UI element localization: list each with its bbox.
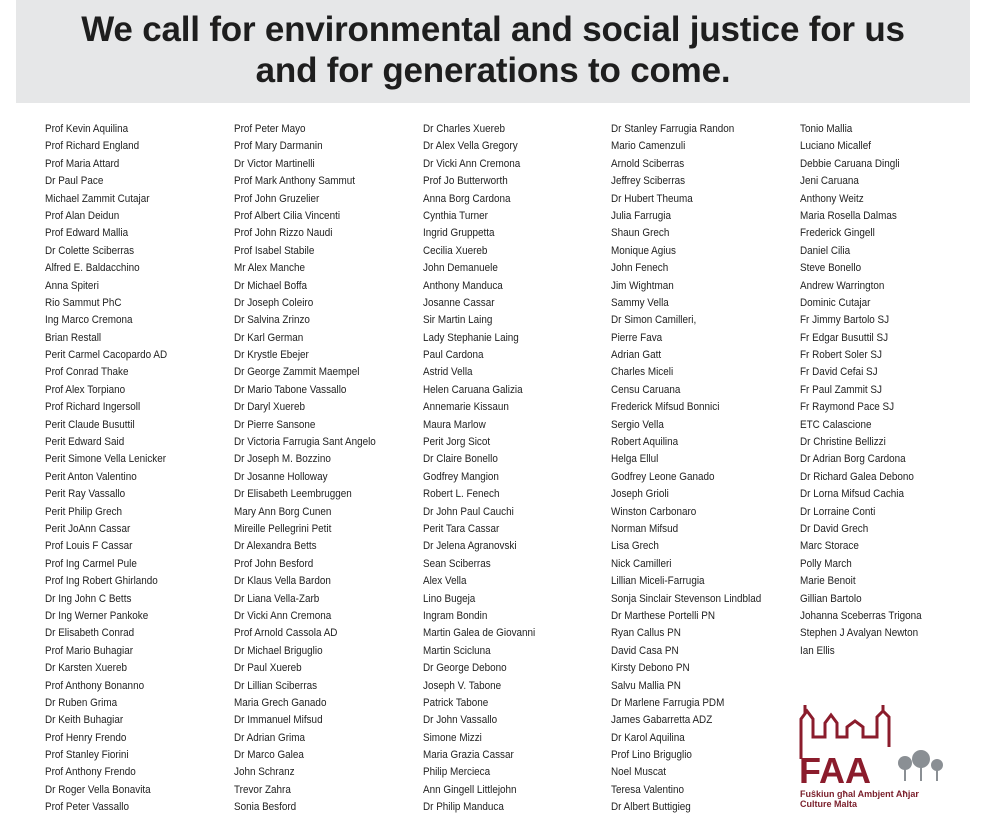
- signatory-name: Ingrid Gruppetta: [423, 227, 495, 240]
- signatory-name: Maria Rosella Dalmas: [800, 209, 897, 222]
- signatory-name: Prof Maria Attard: [45, 157, 120, 170]
- signatory-name: Noel Muscat: [611, 766, 667, 779]
- signatory-name: Perit Carmel Cacopardo AD: [45, 349, 168, 362]
- signatory-name: Frederick Mifsud Bonnici: [611, 401, 720, 414]
- signatory-name: Lino Bugeja: [423, 592, 476, 605]
- signatory-name: Dr Hubert Theuma: [611, 192, 693, 205]
- signatory-name: Dr Elisabeth Conrad: [45, 627, 135, 640]
- signatory-name: Prof Jo Butterworth: [423, 175, 508, 188]
- signatory-name: Fr Edgar Busuttil SJ: [800, 331, 889, 344]
- signatory-name: Mary Ann Borg Cunen: [234, 505, 332, 518]
- signatory-column-1: [45, 121, 181, 817]
- signatory-name: Anthony Weitz: [800, 192, 864, 205]
- signatory-name: Perit Anton Valentino: [45, 470, 137, 483]
- signatory-name: Jeni Caruana: [800, 175, 859, 188]
- signatory-name: Perit Philip Grech: [45, 505, 123, 518]
- signatory-name: Dr Joseph M. Bozzino: [234, 453, 331, 466]
- signatory-name: Dr Ing John C Betts: [45, 592, 132, 605]
- signatory-name: Dr Lorna Mifsud Cachia: [800, 488, 905, 501]
- signatory-name: Dominic Cutajar: [800, 296, 871, 309]
- signatory-name: Philip Mercieca: [423, 766, 491, 779]
- signatory-name: Prof Peter Vassallo: [45, 801, 130, 814]
- signatory-name: Dr Christine Bellizzi: [800, 436, 886, 449]
- signatory-name: Johanna Sceberras Trigona: [800, 609, 922, 622]
- signatory-name: Norman Mifsud: [611, 522, 679, 535]
- signatory-name: Martin Scicluna: [423, 644, 491, 657]
- headline-line-2: and for generations to come.: [255, 51, 731, 90]
- signatory-name: Lisa Grech: [611, 540, 659, 553]
- signatory-name: John Schranz: [234, 766, 295, 779]
- signatory-name: ETC Calascione: [800, 418, 872, 431]
- signatory-name: Monique Agius: [611, 244, 676, 257]
- signatory-name: Alex Vella: [423, 575, 467, 588]
- signatory-name: Michael Zammit Cutajar: [45, 192, 150, 205]
- signatory-name: Mr Alex Manche: [234, 262, 305, 275]
- signatory-name: Perit Ray Vassallo: [45, 488, 126, 501]
- signatory-name: Dr Karol Aquilina: [611, 731, 685, 744]
- signatory-name: Helen Caruana Galizia: [423, 383, 523, 396]
- signatory-name: Pierre Fava: [611, 331, 663, 344]
- signatory-name: Marie Benoit: [800, 575, 856, 588]
- signatory-name: Perit Tara Cassar: [423, 522, 500, 535]
- signatory-name: Ingram Bondin: [423, 609, 488, 622]
- signatory-name: Prof Peter Mayo: [234, 123, 306, 135]
- signatory-name: Dr Karl German: [234, 331, 304, 344]
- signatory-name: Dr Pierre Sansone: [234, 418, 316, 431]
- signatory-name: Ian Ellis: [800, 644, 835, 657]
- signatory-name: Ann Gingell Littlejohn: [423, 783, 517, 796]
- signatory-name: Prof Anthony Frendo: [45, 766, 136, 779]
- signatory-name: Joseph V. Tabone: [423, 679, 502, 692]
- signatory-name: Sean Sciberras: [423, 557, 491, 570]
- headline: [16, 9, 970, 91]
- signatory-name: Prof Mark Anthony Sammut: [234, 175, 356, 188]
- signatory-name: Helga Ellul: [611, 453, 659, 466]
- signatory-name: Dr Richard Galea Debono: [800, 470, 914, 483]
- signatory-name: Dr Charles Xuereb: [423, 123, 505, 135]
- signatory-name: Paul Cardona: [423, 349, 484, 362]
- signatory-name: Dr Josanne Holloway: [234, 470, 328, 483]
- signatory-name: Astrid Vella: [423, 366, 473, 379]
- signatory-name: Dr Mario Tabone Vassallo: [234, 383, 347, 396]
- signatory-name: Robert L. Fenech: [423, 488, 500, 501]
- signatory-name: Ryan Callus PN: [611, 627, 681, 640]
- signatory-name: Dr Philip Manduca: [423, 801, 504, 814]
- signatory-name: Frederick Gingell: [800, 227, 875, 240]
- signatory-name: Josanne Cassar: [423, 296, 495, 309]
- signatory-name: John Demanuele: [423, 262, 498, 275]
- signatory-name: David Casa PN: [611, 644, 679, 657]
- signatory-name: Dr Liana Vella-Zarb: [234, 592, 320, 605]
- signatory-name: Prof Henry Frendo: [45, 731, 127, 744]
- signatory-name: Dr Elisabeth Leembruggen: [234, 488, 352, 501]
- signatory-name: Nick Camilleri: [611, 557, 672, 570]
- signatory-name: Steve Bonello: [800, 262, 862, 275]
- signatory-name: Fr Jimmy Bartolo SJ: [800, 314, 890, 327]
- signatory-name: Ing Marco Cremona: [45, 314, 133, 327]
- signatory-name: Dr John Vassallo: [423, 714, 498, 727]
- signatory-name: Maria Grazia Cassar: [423, 749, 514, 762]
- signatory-name: Prof Louis F Cassar: [45, 540, 133, 553]
- signatory-name: Prof Ing Robert Ghirlando: [45, 575, 158, 588]
- signatory-name: Dr Keith Buhagiar: [45, 714, 124, 727]
- signatory-name: Alfred E. Baldacchino: [45, 262, 140, 275]
- signatory-name: Mario Camenzuli: [611, 140, 686, 153]
- signatory-name: Prof Stanley Fiorini: [45, 749, 129, 762]
- signatory-name: Andrew Warrington: [800, 279, 885, 292]
- signatory-name: Martin Galea de Giovanni: [423, 627, 536, 640]
- signatory-name: Dr Victoria Farrugia Sant Angelo: [234, 436, 376, 449]
- signatory-name: Dr Vicki Ann Cremona: [423, 157, 521, 170]
- signatory-name: Prof Richard Ingersoll: [45, 401, 141, 414]
- signatory-name: Sonja Sinclair Stevenson Lindblad: [611, 592, 762, 605]
- signatory-name: Dr Colette Sciberras: [45, 244, 135, 257]
- signatory-name: Marc Storace: [800, 540, 859, 553]
- signatory-name: Dr Roger Vella Bonavita: [45, 783, 151, 796]
- signatory-name: Polly March: [800, 557, 852, 570]
- signatory-name: Prof Kevin Aquilina: [45, 123, 129, 135]
- signatory-name: Shaun Grech: [611, 227, 670, 240]
- signatory-name: Prof Edward Mallia: [45, 227, 129, 240]
- signatory-name: Dr Michael Boffa: [234, 279, 307, 292]
- signatory-name: Arnold Sciberras: [611, 157, 685, 170]
- headline-line-1: We call for environmental and social justice for us: [81, 10, 905, 49]
- signatory-name: Lady Stephanie Laing: [423, 331, 519, 344]
- signatory-column-5: [800, 121, 935, 660]
- signatory-name: Dr Stanley Farrugia Randon: [611, 123, 735, 135]
- signatory-name: Salvu Mallia PN: [611, 679, 681, 692]
- signatory-name: Dr Paul Xuereb: [234, 662, 302, 675]
- signatory-name: Dr Paul Pace: [45, 175, 104, 188]
- signatory-name: Dr Daryl Xuereb: [234, 401, 305, 414]
- signatory-name: Sonia Besford: [234, 801, 297, 814]
- signatory-name: Dr Lillian Sciberras: [234, 679, 318, 692]
- signatory-name: Dr Vicki Ann Cremona: [234, 609, 332, 622]
- signatory-name: Tonio Mallia: [800, 123, 853, 135]
- signatory-name: Dr Alexandra Betts: [234, 540, 317, 553]
- trees-icon: [898, 750, 943, 781]
- signatory-name: Dr John Paul Cauchi: [423, 505, 514, 518]
- signatory-name: Fr Paul Zammit SJ: [800, 383, 882, 396]
- signatory-name: Jim Wightman: [611, 279, 674, 292]
- signatory-name: Mireille Pellegrini Petit: [234, 522, 332, 535]
- signatory-name: Winston Carbonaro: [611, 505, 697, 518]
- signatory-name: Prof John Besford: [234, 557, 314, 570]
- signatory-name: Prof Conrad Thake: [45, 366, 129, 379]
- signatory-name: Dr Marthese Portelli PN: [611, 609, 715, 622]
- signatory-name: Dr George Zammit Maempel: [234, 366, 360, 379]
- signatory-name: Perit Jorg Sicot: [423, 436, 491, 449]
- signatory-name: Annemarie Kissaun: [423, 401, 509, 414]
- signatory-name: Prof Albert Cilia Vincenti: [234, 209, 341, 222]
- signatory-name: Robert Aquilina: [611, 436, 679, 449]
- signatory-name: Perit Claude Busuttil: [45, 418, 135, 431]
- signatory-name: Perit Edward Said: [45, 436, 125, 449]
- signatory-name: Simone Mizzi: [423, 731, 482, 744]
- signatory-name: Dr Marco Galea: [234, 749, 304, 762]
- signatory-name: Dr Claire Bonello: [423, 453, 498, 466]
- signatory-name: Dr Ing Werner Pankoke: [45, 609, 149, 622]
- signatory-name: Prof Lino Briguglio: [611, 749, 692, 762]
- signatory-name: Prof Mary Darmanin: [234, 140, 323, 153]
- signatory-name: Dr Krystle Ebejer: [234, 349, 309, 362]
- signatory-name: Perit JoAnn Cassar: [45, 522, 131, 535]
- signatory-name: Anna Spiteri: [45, 279, 99, 292]
- signatory-name: Prof Isabel Stabile: [234, 244, 315, 257]
- signatory-name: Joseph Grioli: [611, 488, 669, 501]
- signatory-name: Fr Raymond Pace SJ: [800, 401, 895, 414]
- signatory-name: Godfrey Mangion: [423, 470, 499, 483]
- signatory-name: Dr Albert Buttigieg: [611, 801, 691, 814]
- signatory-name: Dr David Grech: [800, 522, 869, 535]
- signatory-name: Dr Jelena Agranovski: [423, 540, 517, 553]
- signatory-name: Kirsty Debono PN: [611, 662, 690, 675]
- signatory-name: Censu Caruana: [611, 383, 681, 396]
- signatory-name: Prof John Rizzo Naudi: [234, 227, 333, 240]
- logo-caption: [800, 789, 919, 809]
- signatory-name: Gillian Bartolo: [800, 592, 862, 605]
- signatory-name: Dr Marlene Farrugia PDM: [611, 696, 725, 709]
- signatory-name: Dr Adrian Grima: [234, 731, 305, 744]
- signatory-name: Trevor Zahra: [234, 783, 291, 796]
- signatory-name: Prof Alex Torpiano: [45, 383, 126, 396]
- signatory-name: Godfrey Leone Ganado: [611, 470, 715, 483]
- signatory-name: Dr Adrian Borg Cardona: [800, 453, 906, 466]
- logo-caption-line-1: Fuŝkiun għal Ambjent Aħjar: [800, 789, 919, 799]
- signatory-name: Jeffrey Sciberras: [611, 175, 686, 188]
- signatory-name: Dr Salvina Zrinzo: [234, 314, 310, 327]
- signatory-name: Prof Anthony Bonanno: [45, 679, 145, 692]
- signatory-name: Cynthia Turner: [423, 209, 488, 222]
- signatory-name: Charles Miceli: [611, 366, 674, 379]
- signatory-name: Dr Klaus Vella Bardon: [234, 575, 331, 588]
- signatory-name: Daniel Cilia: [800, 244, 851, 257]
- signatory-column-2: [234, 121, 392, 817]
- signatory-name: Prof John Gruzelier: [234, 192, 320, 205]
- signatory-name: Dr Immanuel Mifsud: [234, 714, 323, 727]
- signatory-name: Dr Michael Briguglio: [234, 644, 323, 657]
- signatory-name: Patrick Tabone: [423, 696, 489, 709]
- signatory-name: Cecilia Xuereb: [423, 244, 488, 257]
- signatory-name: Rio Sammut PhC: [45, 296, 122, 309]
- signatory-name: Adrian Gatt: [611, 349, 662, 362]
- signatory-column-3: [423, 121, 548, 817]
- signatory-name: Dr Simon Camilleri,: [611, 314, 697, 327]
- signatory-name: Prof Ing Carmel Pule: [45, 557, 137, 570]
- signatory-name: Dr George Debono: [423, 662, 507, 675]
- signatory-name: Perit Simone Vella Lenicker: [45, 453, 167, 466]
- signatory-name: Dr Joseph Coleiro: [234, 296, 314, 309]
- signatory-name: John Fenech: [611, 262, 669, 275]
- signatory-name: Stephen J Avalyan Newton: [800, 627, 919, 640]
- signatory-name: Sir Martin Laing: [423, 314, 493, 327]
- signatory-name: Dr Victor Martinelli: [234, 157, 315, 170]
- signatory-column-4: [611, 121, 778, 817]
- signatory-name: Debbie Caruana Dingli: [800, 157, 900, 170]
- signatory-name: James Gabarretta ADZ: [611, 714, 713, 727]
- signatory-name: Maura Marlow: [423, 418, 486, 431]
- signatory-name: Anthony Manduca: [423, 279, 503, 292]
- signatory-name: Maria Grech Ganado: [234, 696, 327, 709]
- signatory-name: Brian Restall: [45, 331, 102, 344]
- logo-caption-line-2: Culture Malta: [800, 799, 858, 809]
- signatory-name: Dr Karsten Xuereb: [45, 662, 127, 675]
- signatory-name: Fr David Cefai SJ: [800, 366, 878, 379]
- signatory-name: Julia Farrugia: [611, 209, 671, 222]
- signatory-name: Teresa Valentino: [611, 783, 685, 796]
- signatory-name: Prof Arnold Cassola AD: [234, 627, 338, 640]
- signatory-name: Anna Borg Cardona: [423, 192, 511, 205]
- signatory-name: Dr Lorraine Conti: [800, 505, 876, 518]
- signatory-name: Lillian Miceli-Farrugia: [611, 575, 705, 588]
- signatory-name: Prof Richard England: [45, 140, 140, 153]
- signatory-name: Prof Mario Buhagiar: [45, 644, 134, 657]
- signatory-name: Dr Alex Vella Gregory: [423, 140, 518, 153]
- signatory-name: Prof Alan Deidun: [45, 209, 120, 222]
- signatory-name: Sergio Vella: [611, 418, 664, 431]
- signatory-name: Fr Robert Soler SJ: [800, 349, 882, 362]
- signatory-name: Dr Ruben Grima: [45, 696, 118, 709]
- signatory-name: Sammy Vella: [611, 296, 669, 309]
- logo-acronym: FAA: [799, 750, 871, 791]
- signatory-name: Luciano Micallef: [800, 140, 871, 153]
